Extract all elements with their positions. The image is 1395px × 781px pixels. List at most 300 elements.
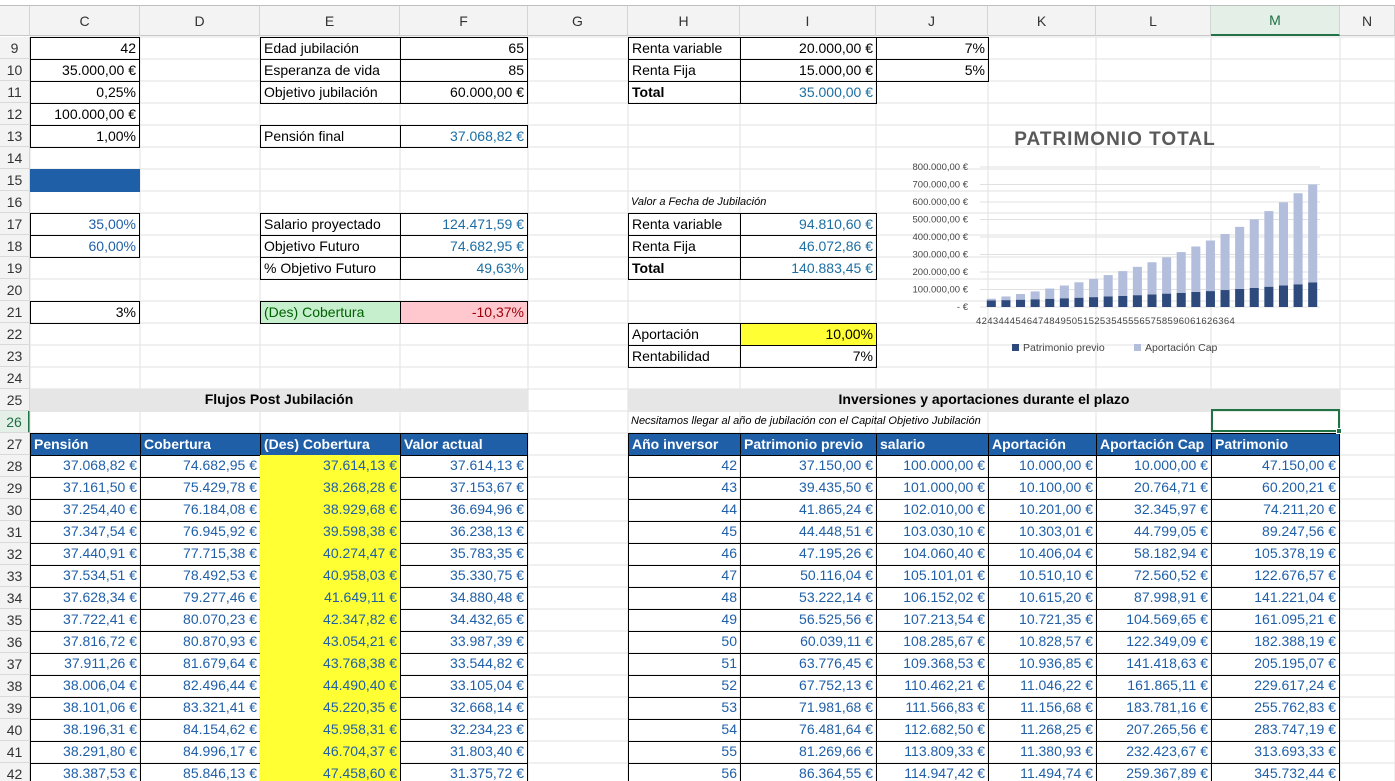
inv-cell[interactable]: 44.799,05 € bbox=[1096, 521, 1212, 544]
inv-cell[interactable]: 255.762,83 € bbox=[1211, 697, 1340, 720]
row-header-18[interactable]: 18 bbox=[0, 235, 30, 257]
chart-bar-aportacion-cap bbox=[1279, 202, 1288, 285]
chart-bar-aportacion-cap bbox=[1074, 282, 1083, 297]
label-total-2[interactable]: Total bbox=[628, 257, 741, 280]
post-cell[interactable]: 37.628,34 € bbox=[30, 587, 141, 610]
inv-cell[interactable]: 122.676,57 € bbox=[1211, 565, 1340, 588]
inv-cell[interactable]: 108.285,67 € bbox=[876, 631, 989, 654]
post-cell[interactable]: 84.996,17 € bbox=[140, 741, 261, 764]
post-cell[interactable]: 35.330,75 € bbox=[400, 565, 528, 588]
cell-c21[interactable]: 3% bbox=[30, 301, 140, 324]
row-header-11[interactable]: 11 bbox=[0, 81, 30, 103]
inv-cell[interactable]: 207.265,56 € bbox=[1096, 719, 1212, 742]
chart-bar-patrimonio-previo bbox=[1191, 292, 1200, 307]
value-pension-final[interactable]: 37.068,82 € bbox=[400, 125, 528, 148]
cell-c9[interactable]: 42 bbox=[30, 37, 140, 60]
inv-cell[interactable]: 182.388,19 € bbox=[1211, 631, 1340, 654]
inv-cell[interactable]: 111.566,83 € bbox=[876, 697, 989, 720]
post-cell[interactable]: 80.870,93 € bbox=[140, 631, 261, 654]
post-cell[interactable]: 45.958,31 € bbox=[260, 719, 401, 742]
post-cell[interactable]: 40.274,47 € bbox=[260, 543, 401, 566]
row-header-34[interactable]: 34 bbox=[0, 587, 30, 609]
value-pct-objetivo-futuro[interactable]: 49,63% bbox=[400, 257, 528, 280]
chart-legend-swatch bbox=[1012, 344, 1019, 351]
row-header-27[interactable]: 27 bbox=[0, 433, 30, 455]
post-cell[interactable]: 37.614,13 € bbox=[260, 455, 401, 478]
inv-cell[interactable]: 283.747,19 € bbox=[1211, 719, 1340, 742]
inv-cell[interactable]: 20.764,71 € bbox=[1096, 477, 1212, 500]
chart-bar-patrimonio-previo bbox=[1060, 298, 1069, 307]
chart-ytick-label: 600.000,00 € bbox=[912, 197, 968, 208]
inv-cell[interactable]: 232.423,67 € bbox=[1096, 741, 1212, 764]
post-cell[interactable]: 38.101,06 € bbox=[30, 697, 141, 720]
value-edad-jubilacion[interactable]: 65 bbox=[400, 37, 528, 60]
post-cell[interactable]: 38.291,80 € bbox=[30, 741, 141, 764]
chart-bar-aportacion-cap bbox=[1162, 257, 1171, 293]
inv-cell[interactable]: 58.182,94 € bbox=[1096, 543, 1212, 566]
inv-cell[interactable]: 10.406,04 € bbox=[988, 543, 1097, 566]
chart-legend-label: Patrimonio previo bbox=[1023, 342, 1105, 354]
post-cell[interactable]: 32.668,14 € bbox=[400, 697, 528, 720]
chart-bar-aportacion-cap bbox=[1118, 271, 1127, 296]
inv-cell[interactable]: 11.046,22 € bbox=[988, 675, 1097, 698]
inv-header-3[interactable]: Aportación bbox=[988, 433, 1097, 456]
inv-header-4[interactable]: Aportación Cap bbox=[1096, 433, 1212, 456]
column-header-e[interactable]: E bbox=[260, 6, 400, 36]
label-rentabilidad[interactable]: Rentabilidad bbox=[628, 345, 741, 368]
inv-cell[interactable]: 11.380,93 € bbox=[988, 741, 1097, 764]
inv-cell[interactable]: 72.560,52 € bbox=[1096, 565, 1212, 588]
inv-cell[interactable]: 10.000,00 € bbox=[1096, 455, 1212, 478]
chart-bar-aportacion-cap bbox=[1264, 211, 1273, 287]
post-header-1[interactable]: Cobertura bbox=[140, 433, 261, 456]
value-des-cobertura[interactable]: -10,37% bbox=[400, 301, 528, 324]
cell-c18[interactable]: 60,00% bbox=[30, 235, 140, 258]
inv-cell[interactable]: 10.721,35 € bbox=[988, 609, 1097, 632]
row-header-29[interactable]: 29 bbox=[0, 477, 30, 499]
inv-header-0[interactable]: Año inversor bbox=[628, 433, 741, 456]
chart-ytick-label: 700.000,00 € bbox=[912, 179, 968, 191]
chart-ytick-label: 500.000,00 € bbox=[912, 214, 968, 226]
inv-cell[interactable]: 56 bbox=[628, 763, 741, 781]
post-cell[interactable]: 37.161,50 € bbox=[30, 477, 141, 500]
inv-cell[interactable]: 63.776,45 € bbox=[740, 653, 877, 676]
post-cell[interactable]: 33.987,39 € bbox=[400, 631, 528, 654]
label-pct-objetivo-futuro[interactable]: % Objetivo Futuro bbox=[260, 257, 401, 280]
inv-cell[interactable]: 41.865,24 € bbox=[740, 499, 877, 522]
chart-bar-aportacion-cap bbox=[1206, 241, 1215, 292]
inv-cell[interactable]: 10.000,00 € bbox=[988, 455, 1097, 478]
row-header-32[interactable]: 32 bbox=[0, 543, 30, 565]
cell-c13[interactable]: 1,00% bbox=[30, 125, 140, 148]
post-cell[interactable]: 37.153,67 € bbox=[400, 477, 528, 500]
post-cell[interactable]: 43.768,38 € bbox=[260, 653, 401, 676]
chart-ytick-label: - € bbox=[956, 302, 968, 313]
chart-bar-patrimonio-previo bbox=[1104, 296, 1113, 307]
row-header-37[interactable]: 37 bbox=[0, 653, 30, 675]
inv-cell[interactable]: 37.150,00 € bbox=[740, 455, 877, 478]
inv-header-5[interactable]: Patrimonio bbox=[1211, 433, 1340, 456]
inv-cell[interactable]: 103.030,10 € bbox=[876, 521, 989, 544]
inv-cell[interactable]: 10.936,85 € bbox=[988, 653, 1097, 676]
inv-cell[interactable]: 51 bbox=[628, 653, 741, 676]
inv-cell[interactable]: 47.195,26 € bbox=[740, 543, 877, 566]
row-header-14[interactable]: 14 bbox=[0, 147, 30, 169]
chart-bar-aportacion-cap bbox=[1031, 291, 1040, 299]
value-total[interactable]: 35.000,00 € bbox=[740, 81, 877, 104]
row-header-10[interactable]: 10 bbox=[0, 59, 30, 81]
label-aportacion[interactable]: Aportación bbox=[628, 323, 741, 346]
post-cell[interactable]: 36.238,13 € bbox=[400, 521, 528, 544]
inv-cell[interactable]: 259.367,89 € bbox=[1096, 763, 1212, 781]
inv-cell[interactable]: 89.247,56 € bbox=[1211, 521, 1340, 544]
post-cell[interactable]: 31.375,72 € bbox=[400, 763, 528, 781]
chart-bar-patrimonio-previo bbox=[1045, 299, 1054, 307]
column-header-g[interactable]: G bbox=[528, 6, 628, 36]
value-aportacion[interactable]: 10,00% bbox=[740, 323, 877, 346]
post-cell[interactable]: 79.277,46 € bbox=[140, 587, 261, 610]
chart-bar-patrimonio-previo bbox=[1074, 298, 1083, 307]
post-cell[interactable]: 46.704,37 € bbox=[260, 741, 401, 764]
inv-cell[interactable]: 11.494,74 € bbox=[988, 763, 1097, 781]
inv-cell[interactable]: 104.569,65 € bbox=[1096, 609, 1212, 632]
inv-cell[interactable]: 114.947,42 € bbox=[876, 763, 989, 781]
chart-bar-patrimonio-previo bbox=[1279, 285, 1288, 307]
post-cell[interactable]: 43.054,21 € bbox=[260, 631, 401, 654]
inv-cell[interactable]: 54 bbox=[628, 719, 741, 742]
post-cell[interactable]: 37.816,72 € bbox=[30, 631, 141, 654]
post-cell[interactable]: 75.429,78 € bbox=[140, 477, 261, 500]
post-cell[interactable]: 76.945,92 € bbox=[140, 521, 261, 544]
column-header-i[interactable]: I bbox=[740, 6, 876, 36]
post-cell[interactable]: 36.694,96 € bbox=[400, 499, 528, 522]
column-header-n[interactable]: N bbox=[1340, 6, 1395, 36]
inv-cell[interactable]: 87.998,91 € bbox=[1096, 587, 1212, 610]
inv-cell[interactable]: 11.156,68 € bbox=[988, 697, 1097, 720]
cell-c15-filled[interactable] bbox=[30, 169, 140, 192]
value-objetivo-jubilacion[interactable]: 60.000,00 € bbox=[400, 81, 528, 104]
post-cell[interactable]: 37.347,54 € bbox=[30, 521, 141, 544]
row-header-16[interactable]: 16 bbox=[0, 191, 30, 213]
cell-c17[interactable]: 35,00% bbox=[30, 213, 140, 236]
post-cell[interactable]: 37.722,41 € bbox=[30, 609, 141, 632]
value-rentabilidad[interactable]: 7% bbox=[740, 345, 877, 368]
cell-c10[interactable]: 35.000,00 € bbox=[30, 59, 140, 82]
chart-bar-patrimonio-previo bbox=[1118, 296, 1127, 307]
label-objetivo-futuro[interactable]: Objetivo Futuro bbox=[260, 235, 401, 258]
value-esperanza-vida[interactable]: 85 bbox=[400, 59, 528, 82]
chart-bar-patrimonio-previo bbox=[1308, 283, 1317, 308]
chart-bar-patrimonio-previo bbox=[1294, 284, 1303, 307]
row-header-33[interactable]: 33 bbox=[0, 565, 30, 587]
inv-cell[interactable]: 10.510,10 € bbox=[988, 565, 1097, 588]
label-esperanza-vida[interactable]: Esperanza de vida bbox=[260, 59, 401, 82]
inv-cell[interactable]: 10.100,00 € bbox=[988, 477, 1097, 500]
inv-cell[interactable]: 105.378,19 € bbox=[1211, 543, 1340, 566]
post-cell[interactable]: 34.880,48 € bbox=[400, 587, 528, 610]
column-header-d[interactable]: D bbox=[140, 6, 260, 36]
inv-cell[interactable]: 105.101,01 € bbox=[876, 565, 989, 588]
inv-cell[interactable]: 76.481,64 € bbox=[740, 719, 877, 742]
label-renta-fija[interactable]: Renta Fija bbox=[628, 59, 741, 82]
inv-cell[interactable]: 32.345,97 € bbox=[1096, 499, 1212, 522]
row-header-23[interactable]: 23 bbox=[0, 345, 30, 367]
inv-cell[interactable]: 183.781,16 € bbox=[1096, 697, 1212, 720]
chart-bar-patrimonio-previo bbox=[1031, 299, 1040, 307]
cell-c11[interactable]: 0,25% bbox=[30, 81, 140, 104]
post-cell[interactable]: 35.783,35 € bbox=[400, 543, 528, 566]
inv-cell[interactable]: 112.682,50 € bbox=[876, 719, 989, 742]
column-header-corner[interactable] bbox=[0, 6, 30, 36]
post-cell[interactable]: 47.458,60 € bbox=[260, 763, 401, 781]
chart-bar-aportacion-cap bbox=[1133, 267, 1142, 295]
inv-cell[interactable]: 45 bbox=[628, 521, 741, 544]
inv-cell[interactable]: 313.693,33 € bbox=[1211, 741, 1340, 764]
inv-cell[interactable]: 141.418,63 € bbox=[1096, 653, 1212, 676]
inv-cell[interactable]: 86.364,55 € bbox=[740, 763, 877, 781]
row-header-35[interactable]: 35 bbox=[0, 609, 30, 631]
chart-bar-aportacion-cap bbox=[1016, 294, 1025, 300]
inv-cell[interactable]: 10.615,20 € bbox=[988, 587, 1097, 610]
column-header-h[interactable]: H bbox=[628, 6, 740, 36]
cell-c12[interactable]: 100.000,00 € bbox=[30, 103, 140, 126]
chart-xtick-labels: 4243444546474849505152535455565758596061626364 bbox=[976, 316, 1236, 327]
post-cell[interactable]: 85.846,13 € bbox=[140, 763, 261, 781]
inv-cell[interactable]: 100.000,00 € bbox=[876, 455, 989, 478]
inv-cell[interactable]: 60.039,11 € bbox=[740, 631, 877, 654]
column-header-m[interactable]: M bbox=[1211, 6, 1340, 36]
chart-bar-patrimonio-previo bbox=[1250, 288, 1259, 307]
post-cell[interactable]: 76.184,08 € bbox=[140, 499, 261, 522]
row-header-31[interactable]: 31 bbox=[0, 521, 30, 543]
value-renta-variable-2[interactable]: 94.810,60 € bbox=[740, 213, 877, 236]
chart-bar-patrimonio-previo bbox=[1016, 300, 1025, 307]
inv-cell[interactable]: 47.150,00 € bbox=[1211, 455, 1340, 478]
label-total[interactable]: Total bbox=[628, 81, 741, 104]
inv-cell[interactable]: 67.752,13 € bbox=[740, 675, 877, 698]
inv-cell[interactable]: 101.000,00 € bbox=[876, 477, 989, 500]
inv-cell[interactable]: 56.525,56 € bbox=[740, 609, 877, 632]
row-header-19[interactable]: 19 bbox=[0, 257, 30, 279]
row-header-41[interactable]: 41 bbox=[0, 741, 30, 763]
chart-bar-patrimonio-previo bbox=[1264, 287, 1273, 307]
column-header-k[interactable]: K bbox=[988, 6, 1096, 36]
post-cell[interactable]: 38.929,68 € bbox=[260, 499, 401, 522]
post-cell[interactable]: 37.534,51 € bbox=[30, 565, 141, 588]
row-header-12[interactable]: 12 bbox=[0, 103, 30, 125]
chart-ytick-label: 100.000,00 € bbox=[912, 284, 968, 296]
post-cell[interactable]: 34.432,65 € bbox=[400, 609, 528, 632]
row-header-13[interactable]: 13 bbox=[0, 125, 30, 147]
post-cell[interactable]: 38.196,31 € bbox=[30, 719, 141, 742]
section-title-post-jubilacion[interactable]: Flujos Post Jubilación bbox=[30, 389, 528, 412]
note-valor-fecha-jubilacion[interactable]: Valor a Fecha de Jubilación bbox=[631, 196, 767, 208]
inv-cell[interactable]: 42 bbox=[628, 455, 741, 478]
value-total-2[interactable]: 140.883,45 € bbox=[740, 257, 877, 280]
value-renta-fija-2[interactable]: 46.072,86 € bbox=[740, 235, 877, 258]
post-cell[interactable]: 39.598,38 € bbox=[260, 521, 401, 544]
row-header-9[interactable]: 9 bbox=[0, 37, 30, 59]
chart-bar-patrimonio-previo bbox=[1235, 289, 1244, 307]
inv-cell[interactable]: 102.010,00 € bbox=[876, 499, 989, 522]
post-cell[interactable]: 37.440,91 € bbox=[30, 543, 141, 566]
inv-cell[interactable]: 122.349,09 € bbox=[1096, 631, 1212, 654]
chart-bar-aportacion-cap bbox=[1191, 246, 1200, 291]
inv-cell[interactable]: 50 bbox=[628, 631, 741, 654]
inv-cell[interactable]: 161.095,21 € bbox=[1211, 609, 1340, 632]
inv-cell[interactable]: 345.732,44 € bbox=[1211, 763, 1340, 781]
value-renta-fija[interactable]: 15.000,00 € bbox=[740, 59, 877, 82]
row-header-21[interactable]: 21 bbox=[0, 301, 30, 323]
active-cell-m26[interactable] bbox=[1211, 409, 1340, 432]
inv-cell[interactable]: 55 bbox=[628, 741, 741, 764]
post-header-2[interactable]: (Des) Cobertura bbox=[260, 433, 401, 456]
pct-renta-variable[interactable]: 7% bbox=[876, 37, 989, 60]
post-cell[interactable]: 41.649,11 € bbox=[260, 587, 401, 610]
inv-cell[interactable]: 110.462,21 € bbox=[876, 675, 989, 698]
chart-bar-patrimonio-previo bbox=[1001, 300, 1010, 307]
chart-bar-patrimonio-previo bbox=[1089, 297, 1098, 307]
inv-cell[interactable]: 11.268,25 € bbox=[988, 719, 1097, 742]
chart-bar-aportacion-cap bbox=[1221, 234, 1230, 290]
inv-cell[interactable]: 43 bbox=[628, 477, 741, 500]
label-objetivo-jubilacion[interactable]: Objetivo jubilación bbox=[260, 81, 401, 104]
inv-cell[interactable]: 53 bbox=[628, 697, 741, 720]
inv-cell[interactable]: 49 bbox=[628, 609, 741, 632]
inv-header-1[interactable]: Patrimonio previo bbox=[740, 433, 877, 456]
inv-cell[interactable]: 48 bbox=[628, 587, 741, 610]
chart-patrimonio-total[interactable] bbox=[880, 115, 1330, 365]
value-salario-proyectado[interactable]: 124.471,59 € bbox=[400, 213, 528, 236]
inv-cell[interactable]: 39.435,50 € bbox=[740, 477, 877, 500]
inv-cell[interactable]: 10.201,00 € bbox=[988, 499, 1097, 522]
row-header-38[interactable]: 38 bbox=[0, 675, 30, 697]
value-renta-variable[interactable]: 20.000,00 € bbox=[740, 37, 877, 60]
post-header-0[interactable]: Pensión bbox=[30, 433, 141, 456]
chart-legend-swatch bbox=[1134, 344, 1141, 351]
inv-cell[interactable]: 161.865,11 € bbox=[1096, 675, 1212, 698]
post-cell[interactable]: 38.268,28 € bbox=[260, 477, 401, 500]
inv-cell[interactable]: 107.213,54 € bbox=[876, 609, 989, 632]
chart-bar-patrimonio-previo bbox=[1177, 293, 1186, 307]
value-objetivo-futuro[interactable]: 74.682,95 € bbox=[400, 235, 528, 258]
chart-bar-aportacion-cap bbox=[1235, 227, 1244, 289]
inv-cell[interactable]: 60.200,21 € bbox=[1211, 477, 1340, 500]
chart-bar-patrimonio-previo bbox=[1147, 294, 1156, 307]
row-header-25[interactable]: 25 bbox=[0, 389, 30, 411]
chart-bar-aportacion-cap bbox=[1177, 252, 1186, 293]
row-header-30[interactable]: 30 bbox=[0, 499, 30, 521]
post-cell[interactable]: 77.715,38 € bbox=[140, 543, 261, 566]
post-cell[interactable]: 82.496,44 € bbox=[140, 675, 261, 698]
inv-cell[interactable]: 205.195,07 € bbox=[1211, 653, 1340, 676]
label-pension-final[interactable]: Pensión final bbox=[260, 125, 401, 148]
row-header-24[interactable]: 24 bbox=[0, 367, 30, 389]
inv-cell[interactable]: 10.303,01 € bbox=[988, 521, 1097, 544]
inv-cell[interactable]: 229.617,24 € bbox=[1211, 675, 1340, 698]
label-edad-jubilacion[interactable]: Edad jubilación bbox=[260, 37, 401, 60]
post-cell[interactable]: 33.544,82 € bbox=[400, 653, 528, 676]
post-cell[interactable]: 81.679,64 € bbox=[140, 653, 261, 676]
inv-cell[interactable]: 50.116,04 € bbox=[740, 565, 877, 588]
inv-cell[interactable]: 53.222,14 € bbox=[740, 587, 877, 610]
inv-cell[interactable]: 74.211,20 € bbox=[1211, 499, 1340, 522]
post-cell[interactable]: 74.682,95 € bbox=[140, 455, 261, 478]
chart-ytick-label: 300.000,00 € bbox=[912, 249, 968, 261]
column-header-c[interactable]: C bbox=[30, 6, 140, 36]
post-cell[interactable]: 78.492,53 € bbox=[140, 565, 261, 588]
column-header-j[interactable]: J bbox=[876, 6, 988, 36]
post-cell[interactable]: 40.958,03 € bbox=[260, 565, 401, 588]
label-renta-variable-2[interactable]: Renta variable bbox=[628, 213, 741, 236]
inv-header-2[interactable]: salario bbox=[876, 433, 989, 456]
label-renta-fija-2[interactable]: Renta Fija bbox=[628, 235, 741, 258]
post-cell[interactable]: 44.490,40 € bbox=[260, 675, 401, 698]
row-header-17[interactable]: 17 bbox=[0, 213, 30, 235]
inv-cell[interactable]: 52 bbox=[628, 675, 741, 698]
inv-cell[interactable]: 106.152,02 € bbox=[876, 587, 989, 610]
row-header-20[interactable]: 20 bbox=[0, 279, 30, 301]
post-cell[interactable]: 38.006,04 € bbox=[30, 675, 141, 698]
post-header-3[interactable]: Valor actual bbox=[400, 433, 528, 456]
post-cell[interactable]: 37.911,26 € bbox=[30, 653, 141, 676]
label-des-cobertura[interactable]: (Des) Cobertura bbox=[260, 301, 401, 324]
post-cell[interactable]: 84.154,62 € bbox=[140, 719, 261, 742]
row-header-40[interactable]: 40 bbox=[0, 719, 30, 741]
post-cell[interactable]: 38.387,53 € bbox=[30, 763, 141, 781]
post-cell[interactable]: 31.803,40 € bbox=[400, 741, 528, 764]
row-header-26[interactable]: 26 bbox=[0, 411, 30, 433]
inv-cell[interactable]: 46 bbox=[628, 543, 741, 566]
chart-bar-aportacion-cap bbox=[1001, 296, 1010, 300]
inv-cell[interactable]: 109.368,53 € bbox=[876, 653, 989, 676]
row-header-15[interactable]: 15 bbox=[0, 169, 30, 191]
post-cell[interactable]: 32.234,23 € bbox=[400, 719, 528, 742]
inv-cell[interactable]: 10.828,57 € bbox=[988, 631, 1097, 654]
inv-cell[interactable]: 47 bbox=[628, 565, 741, 588]
post-cell[interactable]: 37.254,40 € bbox=[30, 499, 141, 522]
pct-renta-fija[interactable]: 5% bbox=[876, 59, 989, 82]
inv-cell[interactable]: 71.981,68 € bbox=[740, 697, 877, 720]
row-header-42[interactable]: 42 bbox=[0, 763, 30, 781]
post-cell[interactable]: 83.321,41 € bbox=[140, 697, 261, 720]
row-header-22[interactable]: 22 bbox=[0, 323, 30, 345]
column-header-l[interactable]: L bbox=[1096, 6, 1211, 36]
section-title-inversiones[interactable]: Inversiones y aportaciones durante el plazo bbox=[628, 389, 1340, 412]
row-header-36[interactable]: 36 bbox=[0, 631, 30, 653]
row-header-39[interactable]: 39 bbox=[0, 697, 30, 719]
inv-cell[interactable]: 81.269,66 € bbox=[740, 741, 877, 764]
inv-cell[interactable]: 104.060,40 € bbox=[876, 543, 989, 566]
post-cell[interactable]: 42.347,82 € bbox=[260, 609, 401, 632]
label-salario-proyectado[interactable]: Salario proyectado bbox=[260, 213, 401, 236]
note-capital-objetivo[interactable]: Necsitamos llegar al año de jubilación con el Capital Objetivo Jubilación bbox=[631, 415, 981, 427]
label-renta-variable[interactable]: Renta variable bbox=[628, 37, 741, 60]
row-header-28[interactable]: 28 bbox=[0, 455, 30, 477]
post-cell[interactable]: 80.070,23 € bbox=[140, 609, 261, 632]
post-cell[interactable]: 45.220,35 € bbox=[260, 697, 401, 720]
post-cell[interactable]: 37.068,82 € bbox=[30, 455, 141, 478]
post-cell[interactable]: 33.105,04 € bbox=[400, 675, 528, 698]
inv-cell[interactable]: 141.221,04 € bbox=[1211, 587, 1340, 610]
column-header-f[interactable]: F bbox=[400, 6, 528, 36]
fill-handle[interactable] bbox=[1336, 428, 1342, 434]
post-cell[interactable]: 37.614,13 € bbox=[400, 455, 528, 478]
inv-cell[interactable]: 44.448,51 € bbox=[740, 521, 877, 544]
chart-legend-label: Aportación Cap bbox=[1145, 342, 1218, 354]
inv-cell[interactable]: 113.809,33 € bbox=[876, 741, 989, 764]
inv-cell[interactable]: 44 bbox=[628, 499, 741, 522]
